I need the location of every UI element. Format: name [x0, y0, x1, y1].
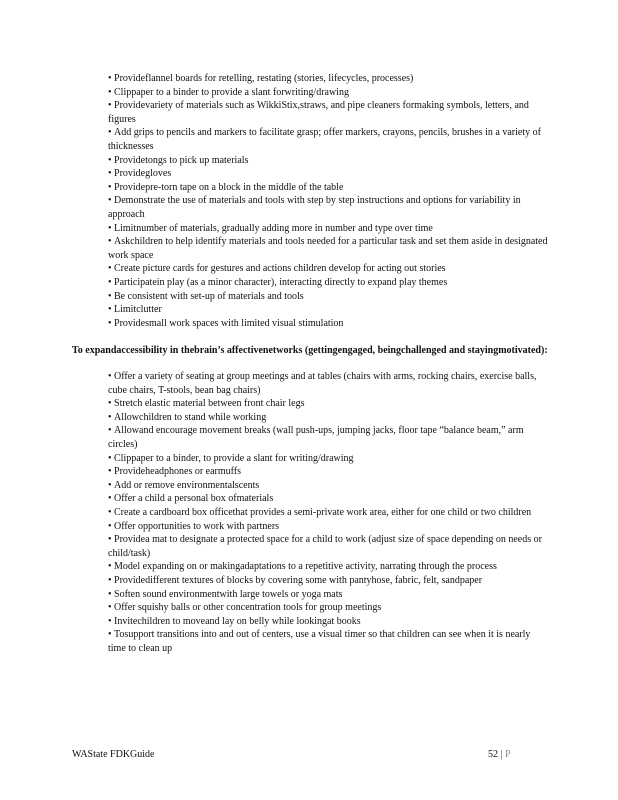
list-item: • Providedifferent textures of blocks by covering some with pantyhose, fabric, felt, sandpaper: [108, 574, 548, 588]
list-item: • Offer opportunities to work with partners: [108, 520, 548, 534]
list-item: • Provideheadphones or earmuffs: [108, 465, 548, 479]
page-number: 52: [488, 749, 498, 760]
list-item: • Be consistent with set-up of materials and tools: [108, 290, 548, 304]
list-item: • Allowchildren to stand while working: [108, 411, 548, 425]
list-item: • Clippaper to a binder to provide a slant forwriting/drawing: [108, 86, 548, 100]
page-separator: |: [500, 749, 503, 760]
accommodations-list-2: [108, 370, 548, 655]
section-heading: To expandaccessibility in thebrain’s affectivenetworks (gettingengaged, beingchallenged and stayingmotivated):: [72, 345, 548, 356]
list-item: • Askchildren to help identify materials and tools needed for a particular task and set them aside in designated work space: [108, 235, 548, 262]
page-label: P: [505, 749, 511, 760]
list-item: • Limitnumber of materials, gradually adding more in number and type over time: [108, 222, 548, 236]
list-item: • Allowand encourage movement breaks (wall push-ups, jumping jacks, floor tape “balance beam,” arm circles): [108, 424, 548, 451]
footer-title: WAState FDKGuide: [72, 749, 155, 760]
list-item: • Providevariety of materials such as WikkiStix,straws, and pipe cleaners formaking symbols, letters, and figures: [108, 99, 548, 126]
list-item: • Offer a child a personal box ofmaterials: [108, 492, 548, 506]
list-item: • Providetongs to pick up materials: [108, 154, 548, 168]
list-item: • Model expanding on or makingadaptations to a repetitive activity, narrating through the process: [108, 560, 548, 574]
list-item: • Offer squishy balls or other concentration tools for group meetings: [108, 601, 548, 615]
list-item: • Providepre-torn tape on a block in the middle of the table: [108, 181, 548, 195]
list-item: • Offer a variety of seating at group meetings and at tables (chairs with arms, rocking chairs, exercise balls, cube chairs, T-stools, bean bag chairs): [108, 370, 548, 397]
list-item: • Stretch elastic material between front chair legs: [108, 397, 548, 411]
list-item: • Participatein play (as a minor character), interacting directly to expand play themes: [108, 276, 548, 290]
list-item: • Clippaper to a binder, to provide a slant for writing/drawing: [108, 452, 548, 466]
list-item: • Add grips to pencils and markers to facilitate grasp; offer markers, crayons, pencils, brushes in a variety of thicknesses: [108, 126, 548, 153]
list-item: • Demonstrate the use of materials and tools with step by step instructions and options for variability in approach: [108, 194, 548, 221]
list-item: • Tosupport transitions into and out of centers, use a visual timer so that children can see when it is nearly time to clean up: [108, 628, 548, 655]
list-item: • Create picture cards for gestures and actions children develop for acting out stories: [108, 262, 548, 276]
list-item: • Provideflannel boards for retelling, restating (stories, lifecycles, processes): [108, 72, 548, 86]
list-item: • Providea mat to designate a protected space for a child to work (adjust size of space depending on needs or child/task): [108, 533, 548, 560]
list-item: • Soften sound environmentwith large towels or yoga mats: [108, 588, 548, 602]
list-item: • Invitechildren to moveand lay on belly while lookingat books: [108, 615, 548, 629]
list-item: • Providesmall work spaces with limited visual stimulation: [108, 317, 548, 331]
list-item: • Providegloves: [108, 167, 548, 181]
accommodations-list-1: [108, 72, 548, 330]
list-item: • Limitclutter: [108, 303, 548, 317]
footer-page-number: [488, 749, 511, 760]
list-item: • Add or remove environmentalscents: [108, 479, 548, 493]
list-item: • Create a cardboard box officethat provides a semi-private work area, either for one child or two children: [108, 506, 548, 520]
